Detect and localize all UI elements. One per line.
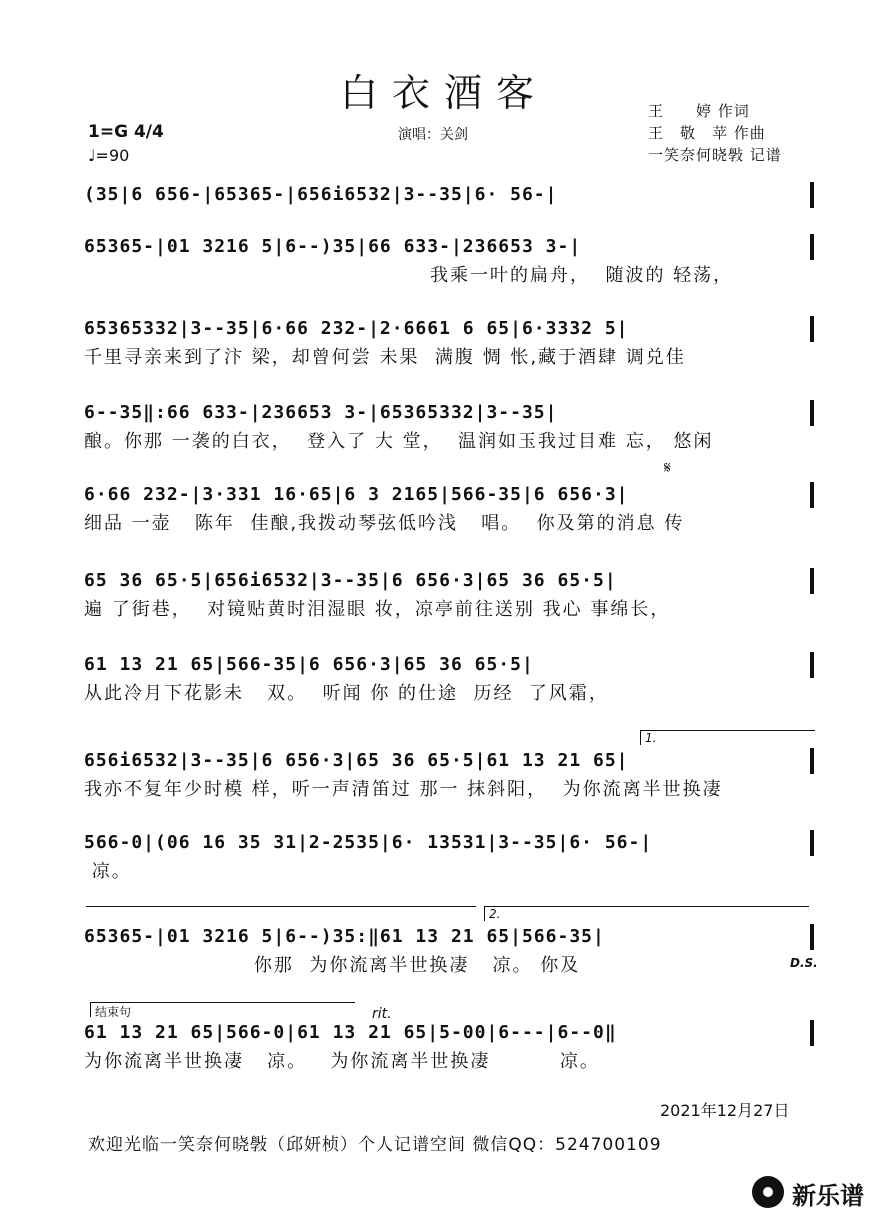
ds-mark: D.S. — [790, 956, 818, 970]
score-line — [84, 648, 814, 704]
barline — [810, 568, 814, 594]
barline — [810, 652, 814, 678]
score-line — [84, 396, 814, 452]
score-notes: 65365332|3--35|6·66 232-|2·6661 6 65|6·3332 5| — [84, 318, 629, 339]
score-notes: 65365-|01 3216 5|6--)35|66 633-|236653 3-| — [84, 236, 582, 257]
barline — [810, 924, 814, 950]
singer-credit: 演唱：关剑 — [398, 127, 468, 143]
logo-text: 新乐谱 — [792, 1182, 864, 1210]
composer-credit: 王 敬 苹 作曲 — [648, 124, 766, 142]
score-line — [84, 478, 814, 534]
repeat-line — [86, 906, 476, 907]
score-line — [84, 826, 814, 882]
barline — [810, 400, 814, 426]
score-line — [84, 230, 814, 286]
rit-mark: rit. — [372, 1006, 392, 1022]
tempo-marking: ♩=90 — [88, 146, 130, 165]
final-barline — [810, 1020, 814, 1046]
volta-first: 1. — [640, 730, 815, 745]
score-notes: 65 36 65·5|656i6532|3--35|6 656·3|65 36 65·5| — [84, 570, 617, 591]
barline — [810, 830, 814, 856]
volta-second: 2. — [484, 906, 809, 921]
lyricist-credit: 王 婷 作词 — [648, 102, 750, 120]
score-notes: 61 13 21 65|566-35|6 656·3|65 36 65·5| — [84, 654, 534, 675]
score-lyric: 为你流离半世换凄 凉。 为你流离半世换凄 凉。 — [84, 1051, 600, 1072]
site-logo — [752, 1174, 880, 1210]
song-title: 白衣酒客 — [339, 71, 548, 115]
score-lyric: 你那 为你流离半世换凄 凉。 你及 — [84, 955, 581, 976]
score-line — [84, 178, 814, 212]
score-notes: (35|6 656-|65365-|656i6532|3--35|6· 56-| — [84, 184, 558, 205]
score-notes: 61 13 21 65|566-0|61 13 21 65|5-00|6---|6--0‖ — [84, 1022, 617, 1043]
barline — [810, 234, 814, 260]
score-notes: 656i6532|3--35|6 656·3|65 36 65·5|61 13 21 65| — [84, 750, 629, 771]
footer-text: 欢迎光临一笑奈何晓斅（邱妍桢）个人记谱空间 微信QQ：524700109 — [88, 1135, 662, 1155]
score-notes: 566-0|(06 16 35 31|2-2535|6· 13531|3--35|6· 56-| — [84, 832, 653, 853]
score-notes: 6--35‖:66 633-|236653 3-|65365332|3--35| — [84, 402, 558, 423]
segno-mark: 𝄋 — [664, 458, 671, 477]
score-lyric: 遍 了街巷， 对镜贴黄时泪湿眼 妆，凉亭前往送别 我心 事绵长， — [84, 599, 671, 620]
score-line — [84, 744, 814, 800]
score-line — [84, 312, 814, 368]
score-notes: 6·66 232-|3·331 16·65|6 3 2165|566-35|6 656·3| — [84, 484, 629, 505]
score-lyric: 从此冷月下花影未 双。 听闻 你 的仕途 历经 了风霜， — [84, 683, 609, 704]
score-lyric: 酿。你那 一袭的白衣， 登入了 大 堂， 温润如玉我过目难 忘， 悠闲 — [84, 431, 714, 452]
score-lyric: 凉。 — [84, 861, 132, 882]
score-lyric: 我乘一叶的扁舟， 随波的 轻荡， — [430, 265, 734, 286]
score-line — [84, 564, 814, 620]
barline — [810, 182, 814, 208]
ending-label: 结束句 — [90, 1002, 355, 1017]
key-signature: 1=G 4/4 — [88, 122, 164, 142]
score-line — [84, 1016, 814, 1072]
barline — [810, 748, 814, 774]
score-notes: 65365-|01 3216 5|6--)35:‖61 13 21 65|566-35| — [84, 926, 605, 947]
score-lyric: 细品 一壶 陈年 佳酿,我拨动琴弦低吟浅 唱。 你及第的消息 传 — [84, 513, 685, 534]
score-lyric: 千里寻亲来到了汴 梁，却曾何尝 未果 满腹 惆 怅,藏于酒肆 调兑佳 — [84, 347, 686, 368]
transcriber-credit: 一笑奈何晓斅 记谱 — [648, 146, 782, 164]
barline — [810, 316, 814, 342]
date-label: 2021年12月27日 — [660, 1101, 790, 1120]
barline — [810, 482, 814, 508]
score-lyric: 我亦不复年少时模 样，听一声清笛过 那一 抹斜阳， 为你流离半世换凄 — [84, 779, 723, 800]
record-disc-icon — [752, 1176, 784, 1208]
